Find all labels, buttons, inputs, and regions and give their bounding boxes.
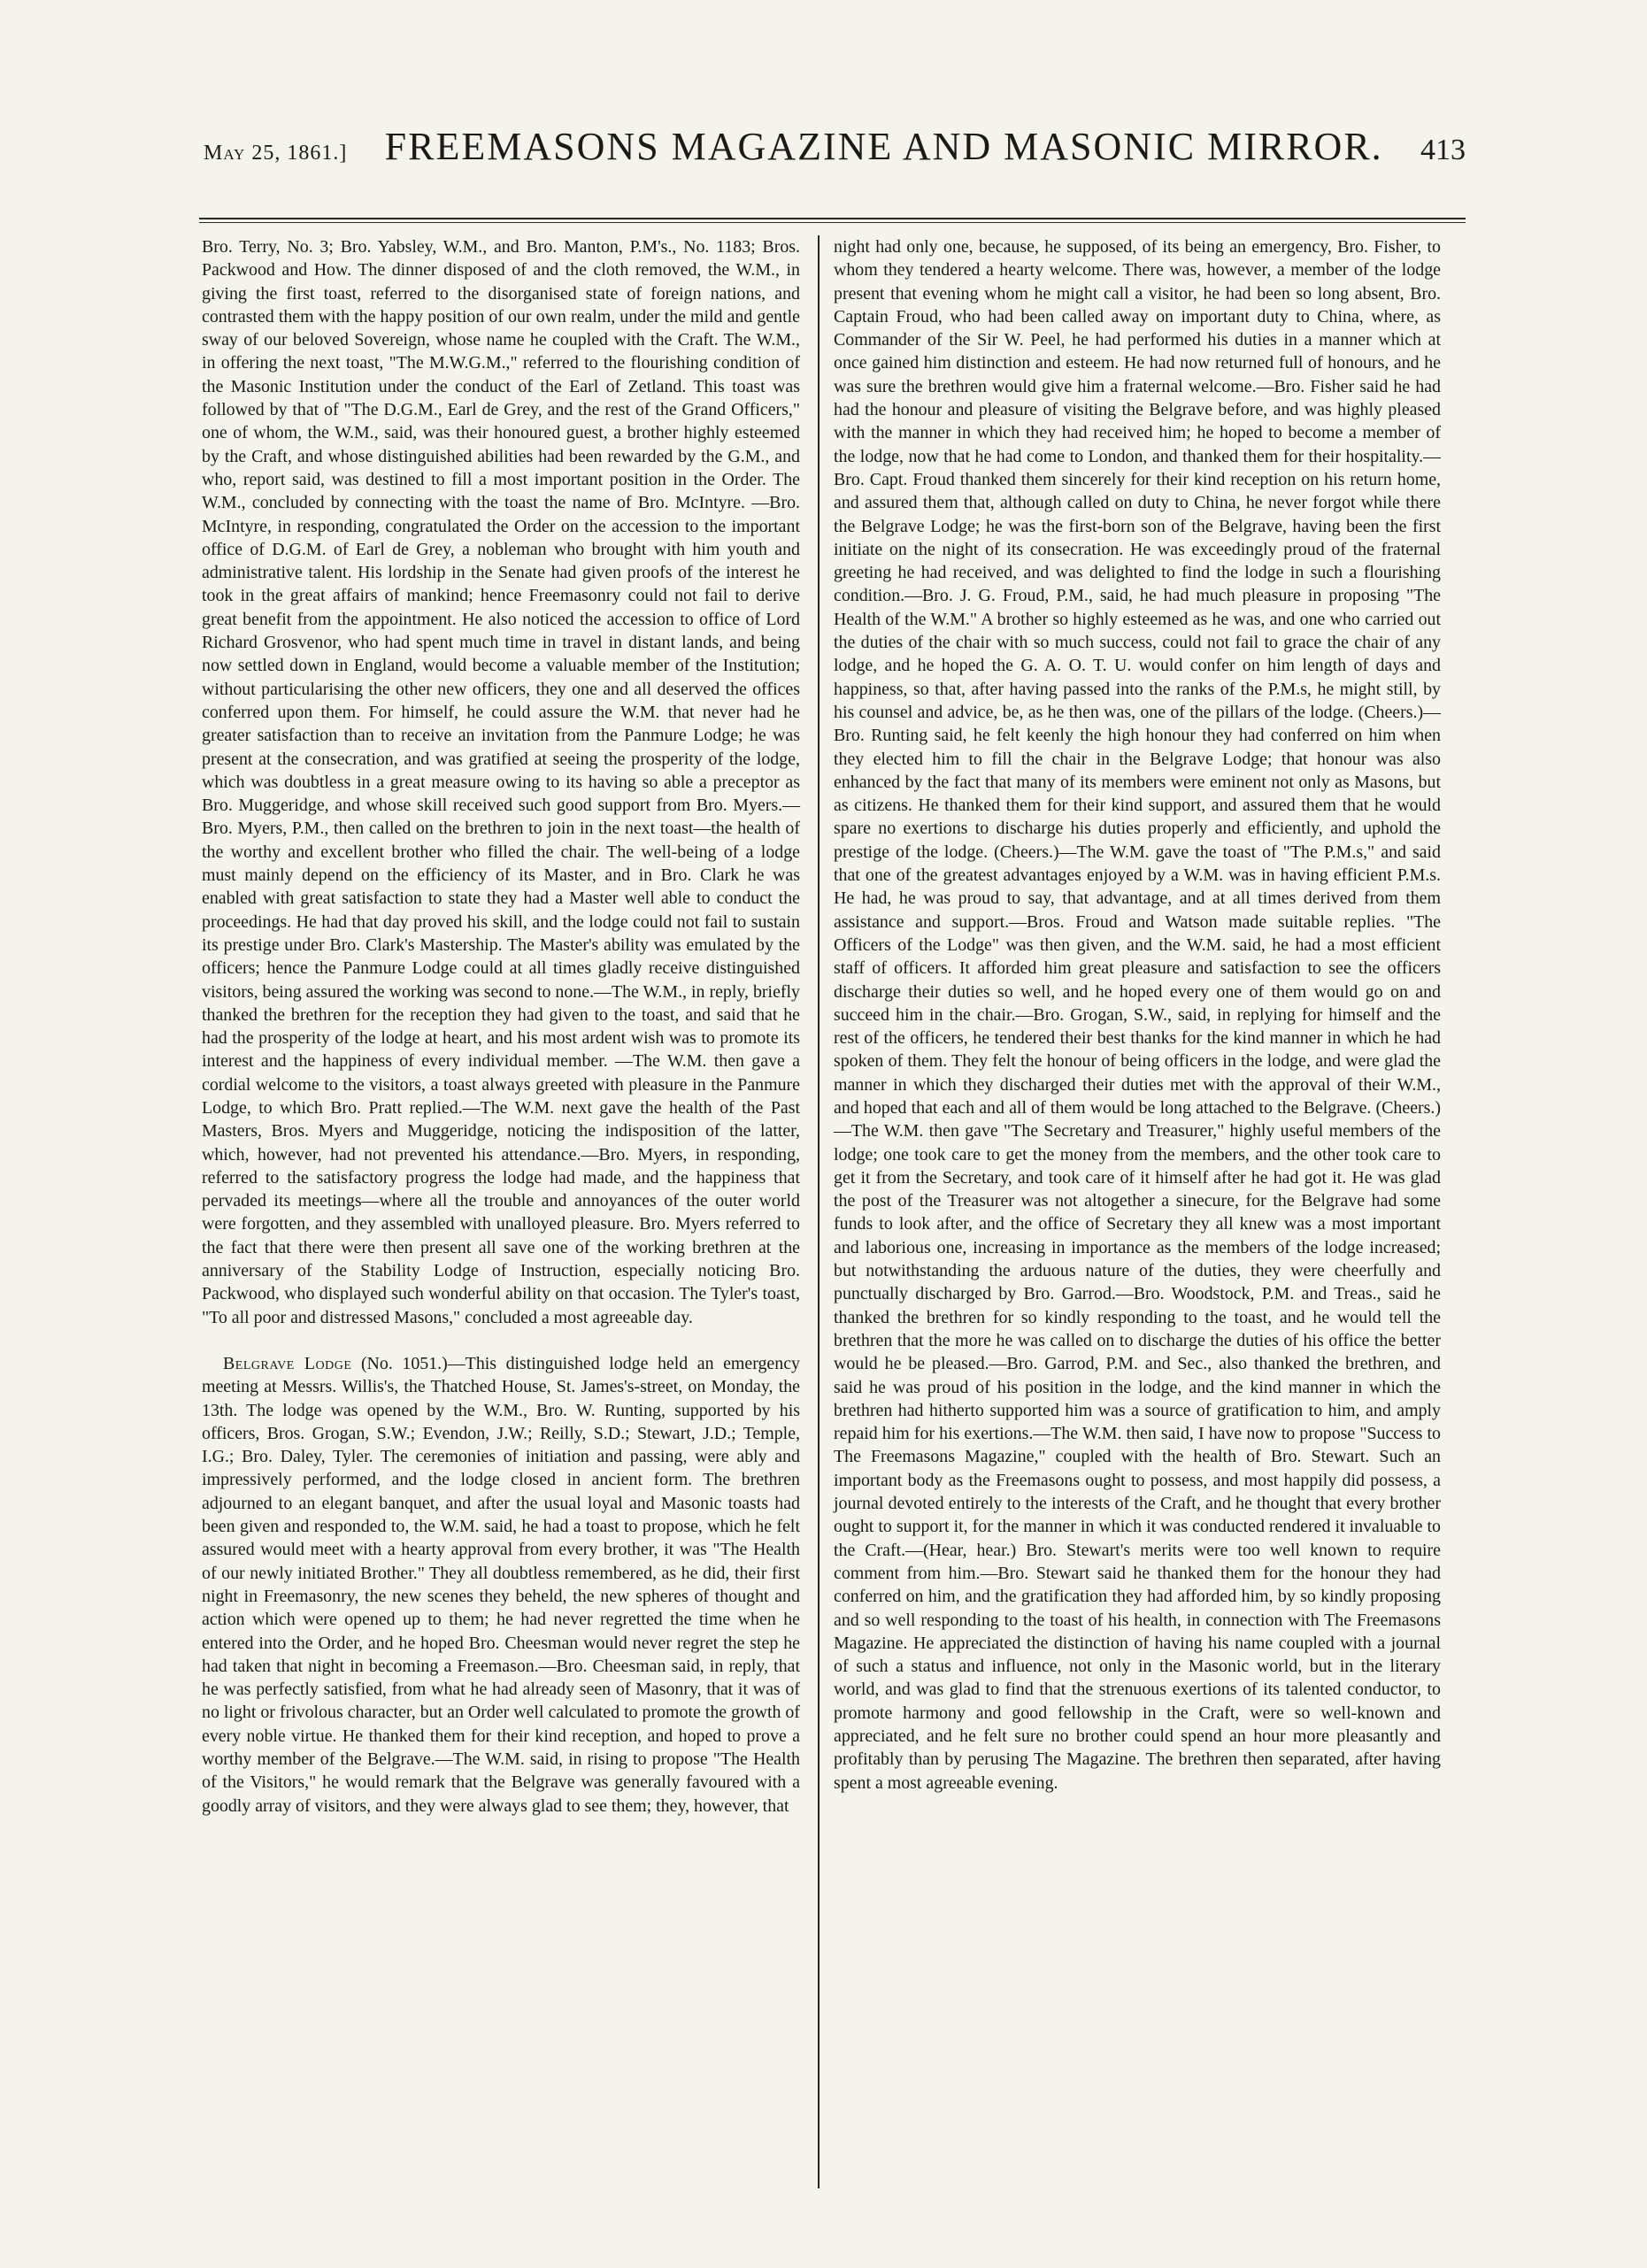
belgrave-lodge-report — [202, 1352, 800, 1818]
section-heading: Belgrave Lodge — [223, 1353, 352, 1373]
column-divider — [818, 235, 820, 2188]
running-head — [204, 124, 1466, 177]
page-number: 413 — [1420, 134, 1466, 166]
issue-date: May 25, 1861.] — [204, 142, 348, 165]
left-column — [202, 235, 814, 2188]
right-paragraph-1: night had only one, because, he supposed, of its being an emergency, Bro. Fisher, to whom they tendered a hearty welcome. There was, however, a member of the lodge present that evening whom he might call a visitor, he had been so long absent, Bro. Captain Froud, who had been called away on important duty to China, where, as Commander of the Sir W. Peel, he had performed his duties in a manner which at once gained him distinction and esteem. He had now returned full of honours, and he was sure the brethren would give him a fraternal welcome.—Bro. Fisher said he had had the honour and pleasure of visiting the Belgrave before, and was highly pleased with the manner in which they had received him; he hoped to become a member of the lodge, now that he had come to London, and thanked them for their hospitality.—Bro. Capt. Froud thanked them sincerely for their kind reception on his return home, and assured them that, although called on duty to China, he never forgot while there the Belgrave Lodge; he was the first-born son of the Belgrave, having been the first initiate on the night of its consecration. He was exceedingly proud of the fraternal greeting he had received, and was delighted to find the lodge in such a flourishing condition.—Bro. J. G. Froud, P.M., said, he had much pleasure in proposing "The Health of the W.M." A brother so highly esteemed as he was, and one who carried out the duties of the chair with so much success, could not fail to grace the chair of any lodge, and he hoped the G. A. O. T. U. would confer on him length of days and happiness, so that, after having passed into the ranks of the P.M.s, he might still, by his counsel and advice, be, as he then was, one of the pillars of the lodge. (Cheers.)—Bro. Runting said, he felt keenly the high honour they had conferred on him when they elected him to fill the chair in the Belgrave Lodge; that honour was also enhanced by the fact that many of its members were eminent not only as Masons, but as citizens. He thanked them for their kind support, and assured them that he would spare no exertions to discharge his duties properly and efficiently, and uphold the prestige of the lodge. (Cheers.)—The W.M. gave the toast of "The P.M.s," and said that one of the greatest advantages enjoyed by a W.M. was in having efficient P.M.s. He had, he was proud to say, that advantage, and at all times derived from them assistance and support.—Bros. Froud and Watson made suitable replies. "The Officers of the Lodge" was then given, and the W.M. said, he had a most efficient staff of officers. It afforded him great pleasure and satisfaction to see the officers discharge their duties so well, and he hoped every one of them would go on and succeed him in the chair.—Bro. Grogan, S.W., said, in replying for himself and the rest of the officers, he tendered their best thanks for the kind manner in which he had spoken of them. They felt the honour of being officers in the lodge, and were glad the manner in which they discharged their duties met with the approval of their W.M., and hoped that each and all of them would be long attached to the Belgrave. (Cheers.)—The W.M. then gave "The Secretary and Treasurer," highly useful members of the lodge; one took care to get the money from the members, and the other took care to get it from the Secretary, and took care of it himself after he had got it. He was glad the post of the Treasurer was not altogether a sinecure, for the Belgrave had some funds to look after, and the office of Secretary they all knew was a most important and laborious one, increasing in importance as the members of the lodge increased; but notwithstanding the arduous nature of the duties, they were cheerfully and punctually discharged by Bro. Garrod.—Bro. Woodstock, P.M. and Treas., said he thanked the brethren for so kindly responding to the toast, and he would tell the brethren that the more he was called on to discharge the duties of his office the better would he be pleased.—Bro. Garrod, P.M. and Sec., also thanked the brethren, and said he was proud of his position in the lodge, and the kind manner in which the brethren had hitherto supported him was a source of gratification to him, and amply repaid him for his exertions.—The W.M. then said, I have now to propose "Success to The Freemasons Magazine," coupled with the health of Bro. Stewart. Such an important body as the Freemasons ought to possess, and most happily did possess, a journal devoted entirely to the interests of the Craft, and he thought that every brother ought to support it, for the manner in which it was conducted rendered it invaluable to the Craft.—(Hear, hear.) Bro. Stewart's merits were too well known to require comment from him.—Bro. Stewart said he thanked them for the honour they had conferred on him, and the gratification they had afforded him, by so kindly proposing and so well responding to the toast of his health, in connection with The Freemasons Magazine. He appreciated the distinction of having his name coupled with a journal of such a status and influence, not only in the Masonic world, but in the literary world, and was glad to find that the strenuous exertions of its talented conductor, to promote harmony and good fellowship in the Craft, were so well-known and appreciated, and he felt sure no brother could spend an hour more pleasantly and profitably than by perusing The Magazine. The brethren then separated, after having spent a most agreeable evening. — [834, 237, 1441, 1793]
publication-title: FREEMASONS MAGAZINE AND MASONIC MIRROR. — [384, 125, 1383, 168]
left-paragraph-2: (No. 1051.)—This distinguished lodge held an emergency meeting at Messrs. Willis's, the Thatched House, St. James's-street, on Monday, the 13th. The lodge was opened by the W.M., Bro. W. Runting, supported by his officers, Bros. Grogan, S.W.; Evendon, J.W.; Reilly, S.D.; Stewart, J.D.; Temple, I.G.; Bro. Daley, Tyler. The ceremonies of initiation and passing, were ably and impressively performed, and the lodge closed in ancient form. The brethren adjourned to an elegant banquet, and after the usual loyal and Masonic toasts had been given and responded to, the W.M. said, he had a toast to propose, which he felt assured would meet with a hearty approval from every brother, it was "The Health of our newly initiated Brother." They all doubtless remembered, as he did, their first night in Freemasonry, the new scenes they beheld, the new spheres of thought and action which were opened up to them; he had never regretted the time when he entered into the Order, and he hoped Bro. Cheesman would never regret the step he had taken that night in becoming a Freemason.—Bro. Cheesman said, in reply, that he was perfectly satisfied, from what he had already seen of Masonry, that it was of no light or frivolous character, but an Order well calculated to promote the growth of every noble virtue. He thanked them for their kind reception, and hoped to prove a worthy member of the Belgrave.—The W.M. said, in rising to propose "The Health of the Visitors," he would remark that the Belgrave was generally favoured with a goodly array of visitors, and they were always glad to see them; they, however, that — [202, 1353, 800, 1816]
right-column — [828, 235, 1441, 2188]
text-columns — [202, 235, 1466, 2188]
header-rule — [199, 218, 1466, 223]
left-paragraph-1: Bro. Terry, No. 3; Bro. Yabsley, W.M., and Bro. Manton, P.M's., No. 1183; Bros. Packwood and How. The dinner disposed of and the cloth removed, the W.M., in giving the first toast, referred to the disorganised state of foreign nations, and contrasted them with the happy position of our own realm, under the mild and gentle sway of our beloved Sovereign, whose name he coupled with the Craft. The W.M., in offering the next toast, "The M.W.G.M.," referred to the flourishing condition of the Masonic Institution under the conduct of the Earl of Zetland. This toast was followed by that of "The D.G.M., Earl de Grey, and the rest of the Grand Officers," one of whom, the W.M., said, was their honoured guest, a brother highly esteemed by the Craft, and whose distinguished abilities had been rewarded by the G.M., and who, report said, was destined to fill a most important position in the Order. The W.M., concluded by connecting with the toast the name of Bro. McIntyre. —Bro. McIntyre, in responding, congratulated the Order on the accession to the important office of D.G.M. of Earl de Grey, a nobleman who brought with him youth and administrative talent. His lordship in the Senate had given proofs of the interest he took in the great affairs of mankind; hence Freemasonry could not fail to derive great benefit from the appointment. He also noticed the accession to office of Lord Richard Grosvenor, who had spent much time in travel in distant lands, and being now settled down in England, would become a valuable member of the Institution; without particularising the other new officers, they one and all deserved the offices conferred upon them. For himself, he could assure the W.M. that never had he greater satisfaction than to receive an invitation from the Panmure Lodge; he was present at the consecration, and was gratified at seeing the prosperity of the lodge, which was doubtless in a great measure owing to its having so able a preceptor as Bro. Muggeridge, and whose skill received such good support from Bro. Myers.—Bro. Myers, P.M., then called on the brethren to join in the next toast—the health of the worthy and excellent brother who filled the chair. The well-being of a lodge must mainly depend on the efficiency of its Master, and in Bro. Clark he was enabled with great satisfaction to state they had a Master well able to conduct the proceedings. He had that day proved his skill, and the lodge could not fail to sustain its prestige under Bro. Clark's Mastership. The Master's ability was emulated by the officers; hence the Panmure Lodge could at all times gladly receive distinguished visitors, being assured the working was second to none.—The W.M., in reply, briefly thanked the brethren for the reception they had given to the toast, and said that he had the prosperity of the lodge at heart, and his most ardent wish was to promote its interest and the happiness of every individual member. —The W.M. then gave a cordial welcome to the visitors, a toast always greeted with pleasure in the Panmure Lodge, to which Bro. Pratt replied.—The W.M. next gave the health of the Past Masters, Bros. Myers and Muggeridge, noticing the indisposition of the latter, which, however, had not prevented his attendance.—Bro. Myers, in responding, referred to the satisfactory progress the lodge had made, and the happiness that pervaded its meetings—where all the trouble and annoyances of the outer world were forgotten, and they assembled with unalloyed pleasure. Bro. Myers referred to the fact that there were then present all save one of the working brethren at the anniversary of the Stability Lodge of Instruction, especially noticing Bro. Packwood, who displayed such wonderful ability on that occasion. The Tyler's toast, "To all poor and distressed Masons," concluded a most agreeable day. — [202, 237, 800, 1327]
